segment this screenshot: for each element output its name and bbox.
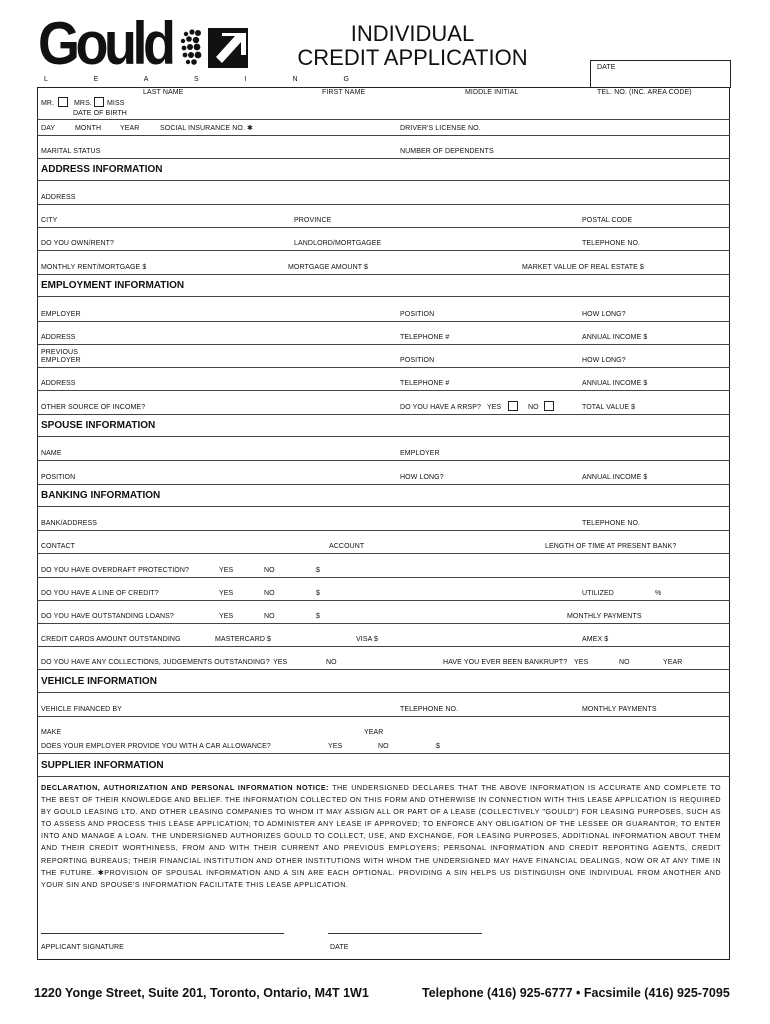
collections-label: DO YOU HAVE ANY COLLECTIONS, JUDGEMENTS OUTSTANDING? (41, 659, 270, 666)
vehicle-year-label: YEAR (364, 729, 384, 736)
previous-label: PREVIOUS (41, 349, 78, 356)
bankrupt-year-label: YEAR (663, 659, 683, 666)
row-line (37, 484, 730, 485)
row-line (37, 296, 730, 297)
mastercard-label: MASTERCARD $ (215, 636, 272, 643)
day-label: DAY (41, 125, 56, 132)
collections-no-label: NO (326, 659, 337, 666)
form-right-border (729, 87, 730, 960)
row-line (37, 135, 730, 136)
bank-telephone-label: TELEPHONE NO. (582, 520, 641, 527)
title-line-2: CREDIT APPLICATION (297, 45, 528, 71)
sin-label: SOCIAL INSURANCE NO. ✱ (160, 125, 253, 132)
mortgage-amount-label: MORTGAGE AMOUNT $ (288, 264, 369, 271)
line-of-credit-yes-label: YES (219, 590, 234, 597)
form-left-border (37, 87, 38, 960)
address-label: ADDRESS (41, 194, 76, 201)
row-line (37, 321, 730, 322)
vehicle-financed-by-label: VEHICLE FINANCED BY (41, 706, 122, 713)
rrsp-no-checkbox[interactable] (544, 401, 554, 411)
car-allowance-label: DOES YOUR EMPLOYER PROVIDE YOU WITH A CAR ALLOWANCE? (41, 743, 271, 750)
vehicle-monthly-payments-label: MONTHLY PAYMENTS (582, 706, 657, 713)
drivers-license-label: DRIVER'S LICENSE NO. (400, 125, 481, 132)
bank-address-label: BANK/ADDRESS (41, 520, 98, 527)
spouse-section-heading: SPOUSE INFORMATION (41, 420, 156, 431)
previous-telephone-label: TELEPHONE # (400, 380, 450, 387)
previous-annual-income-label: ANNUAL INCOME $ (582, 380, 648, 387)
vehicle-telephone-label: TELEPHONE NO. (400, 706, 459, 713)
account-label: ACCOUNT (329, 543, 365, 550)
row-line (37, 250, 730, 251)
vehicle-section-heading: VEHICLE INFORMATION (41, 676, 157, 687)
row-line (37, 390, 730, 391)
spouse-annual-income-label: ANNUAL INCOME $ (582, 474, 648, 481)
row-line (37, 506, 730, 507)
landlord-label: LANDLORD/MORTGAGEE (294, 240, 382, 247)
utilized-label: UTILIZED (582, 590, 614, 597)
rrsp-no-label: NO (528, 404, 539, 411)
footer-contact: Telephone (416) 925-6777 • Facsimile (416) 925-7095 (422, 986, 730, 1000)
form-title (295, 22, 530, 70)
form-top-border (37, 87, 730, 88)
how-long-label: HOW LONG? (582, 311, 626, 318)
date-label: DATE (597, 64, 616, 71)
mrs-label: MRS. (74, 100, 92, 107)
row-line (37, 753, 730, 754)
car-allowance-yes-label: YES (328, 743, 343, 750)
marital-status-label: MARITAL STATUS (41, 148, 101, 155)
mr-checkbox[interactable] (58, 97, 68, 107)
gould-logo-wordmark: Gould (38, 10, 172, 77)
car-allowance-no-label: NO (378, 743, 389, 750)
declaration-body: THE UNDERSIGNED DECLARES THAT THE ABOVE INFORMATION IS ACCURATE AND COMPLETE TO THE BEST OF THEIR KNOWLEDGE AND BELIEF. THE INFORMATION COLLECTED ON THIS FORM AND OTHERWISE IN CONNECTION WITH THIS LEASE APPLICATION IS REQUIRED BY GOULD LEASING LTD. AND OTHER LEASING COMPANIES TO WHOM IT MAY ASSIGN ALL OR PART OF A LEASE (COLLECTIVELY "GOULD") FOR LEASING PURPOSES, SUCH AS TO ASSESS AND PROCESS THIS LEASE APPLICATION; TO ADMINISTER ANY LEASE IF APPROVED; TO ENFORCE ANY OBLIGATION OF THE LESSEE OR GUARANTOR; TO ENTER INTO AND MANAGE A LOAN. THE UNDERSIGNED AUTHORIZES GOULD TO COLLECT, USE, AND EXCHANGE, FOR LEASING PURPOSES, ADDITIONAL INFORMATION ABOUT THEM AND THEIR CREDIT WORTHINESS, FROM AND WITH THEIR CURRENT AND PREVIOUS EMPLOYERS; PERSONAL INFORMATION AND CREDIT REPORTING AGENTS, CREDIT REPORTING BUREAUS; THEIR FINANCIAL INSTITUTION AND OTHER INSTITUTIONS WITH WHOM THE UNDERSIGNED MAY HAVE FINANCIAL DEALINGS, NOW OR AT ANY TIME IN THE FUTURE. ✱PROVISION OF SPOUSAL INFORMATION AND A SIN ARE EACH OPTIONAL. PROVIDING A SIN HELPS US DISTINGUISH ONE INDIVIDUAL FROM ANOTHER AND YOUR SIN AND SPOUSE'S INFORMATION FACILITATE THIS LEASE APPLICATION. (41, 783, 721, 889)
bankrupt-no-label: NO (619, 659, 630, 666)
first-name-label: FIRST NAME (322, 89, 366, 96)
length-at-bank-label: LENGTH OF TIME AT PRESENT BANK? (545, 543, 677, 550)
declaration-text (41, 782, 721, 891)
row-line (37, 274, 730, 275)
employer-address-label: ADDRESS (41, 334, 76, 341)
spouse-name-label: NAME (41, 450, 62, 457)
rrsp-yes-checkbox[interactable] (508, 401, 518, 411)
row-line (37, 776, 730, 777)
year-label: YEAR (120, 125, 140, 132)
make-label: MAKE (41, 729, 62, 736)
postal-code-label: POSTAL CODE (582, 217, 633, 224)
monthly-rent-label: MONTHLY RENT/MORTGAGE $ (41, 264, 147, 271)
row-line (37, 646, 730, 647)
row-line (37, 367, 730, 368)
collections-yes-label: YES (273, 659, 288, 666)
previous-employer-label: EMPLOYER (41, 357, 81, 364)
overdraft-no-label: NO (264, 567, 275, 574)
outstanding-loans-label: DO YOU HAVE OUTSTANDING LOANS? (41, 613, 174, 620)
bank-monthly-payments-label: MONTHLY PAYMENTS (567, 613, 642, 620)
row-line (37, 204, 730, 205)
own-rent-label: DO YOU OWN/RENT? (41, 240, 115, 247)
spouse-how-long-label: HOW LONG? (400, 474, 444, 481)
province-label: PROVINCE (294, 217, 332, 224)
utilized-percent-label: % (655, 590, 662, 597)
line-of-credit-label: DO YOU HAVE A LINE OF CREDIT? (41, 590, 159, 597)
city-label: CITY (41, 217, 58, 224)
employer-label: EMPLOYER (41, 311, 81, 318)
mr-label: MR. (41, 100, 55, 107)
row-line (37, 344, 730, 345)
footer-address: 1220 Yonge Street, Suite 201, Toronto, Ontario, M4T 1W1 (34, 986, 369, 1000)
row-line (37, 119, 730, 120)
bankrupt-yes-label: YES (574, 659, 589, 666)
row-line (37, 553, 730, 554)
date-of-birth-label: DATE OF BIRTH (73, 110, 127, 117)
overdraft-amount-label: $ (316, 567, 320, 574)
overdraft-label: DO YOU HAVE OVERDRAFT PROTECTION? (41, 567, 189, 574)
contact-label: CONTACT (41, 543, 76, 550)
applicant-signature-line[interactable] (41, 933, 284, 934)
credit-cards-label: CREDIT CARDS AMOUNT OUTSTANDING (41, 636, 181, 643)
position-label: POSITION (400, 311, 435, 318)
row-line (37, 158, 730, 159)
row-line (37, 669, 730, 670)
line-of-credit-no-label: NO (264, 590, 275, 597)
row-line (37, 623, 730, 624)
signature-date-label: DATE (330, 944, 349, 951)
mrs-checkbox[interactable] (94, 97, 104, 107)
employment-section-heading: EMPLOYMENT INFORMATION (41, 280, 185, 291)
loans-no-label: NO (264, 613, 275, 620)
previous-address-label: ADDRESS (41, 380, 76, 387)
market-value-label: MARKET VALUE OF REAL ESTATE $ (522, 264, 644, 271)
applicant-signature-label: APPLICANT SIGNATURE (41, 944, 124, 951)
employer-telephone-label: TELEPHONE # (400, 334, 450, 341)
gould-logo-mark (172, 24, 252, 70)
car-allowance-amount-label: $ (436, 743, 440, 750)
overdraft-yes-label: YES (219, 567, 234, 574)
line-of-credit-amount-label: $ (316, 590, 320, 597)
rrsp-label: DO YOU HAVE A RRSP? (400, 404, 482, 411)
other-income-label: OTHER SOURCE OF INCOME? (41, 404, 146, 411)
supplier-section-heading: SUPPLIER INFORMATION (41, 760, 164, 771)
rrsp-yes-label: YES (487, 404, 502, 411)
address-telephone-label: TELEPHONE NO. (582, 240, 641, 247)
row-line (37, 716, 730, 717)
loans-amount-label: $ (316, 613, 320, 620)
row-line (37, 227, 730, 228)
last-name-label: LAST NAME (143, 89, 184, 96)
row-line (37, 530, 730, 531)
row-line (37, 692, 730, 693)
month-label: MONTH (75, 125, 102, 132)
amex-label: AMEX $ (582, 636, 609, 643)
dependents-label: NUMBER OF DEPENDENTS (400, 148, 494, 155)
total-value-label: TOTAL VALUE $ (582, 404, 636, 411)
spouse-employer-label: EMPLOYER (400, 450, 440, 457)
previous-how-long-label: HOW LONG? (582, 357, 626, 364)
title-line-1: INDIVIDUAL (350, 21, 475, 46)
signature-date-line[interactable] (328, 933, 482, 934)
previous-position-label: POSITION (400, 357, 435, 364)
spouse-position-label: POSITION (41, 474, 76, 481)
row-line (37, 577, 730, 578)
logo-leasing-text: L E A S I N G (44, 76, 371, 83)
bankrupt-label: HAVE YOU EVER BEEN BANKRUPT? (443, 659, 568, 666)
declaration-title: DECLARATION, AUTHORIZATION AND PERSONAL INFORMATION NOTICE: (41, 783, 330, 792)
miss-label: MISS (107, 100, 125, 107)
visa-label: VISA $ (356, 636, 379, 643)
row-line (37, 436, 730, 437)
row-line (37, 180, 730, 181)
middle-initial-label: MIDDLE INITIAL (465, 89, 519, 96)
loans-yes-label: YES (219, 613, 234, 620)
row-line (37, 600, 730, 601)
annual-income-label: ANNUAL INCOME $ (582, 334, 648, 341)
row-line (37, 460, 730, 461)
form-bottom-border (37, 959, 730, 960)
row-line (37, 414, 730, 415)
address-section-heading: ADDRESS INFORMATION (41, 164, 163, 175)
telephone-label: TEL. NO. (INC. AREA CODE) (597, 89, 692, 96)
banking-section-heading: BANKING INFORMATION (41, 490, 161, 501)
